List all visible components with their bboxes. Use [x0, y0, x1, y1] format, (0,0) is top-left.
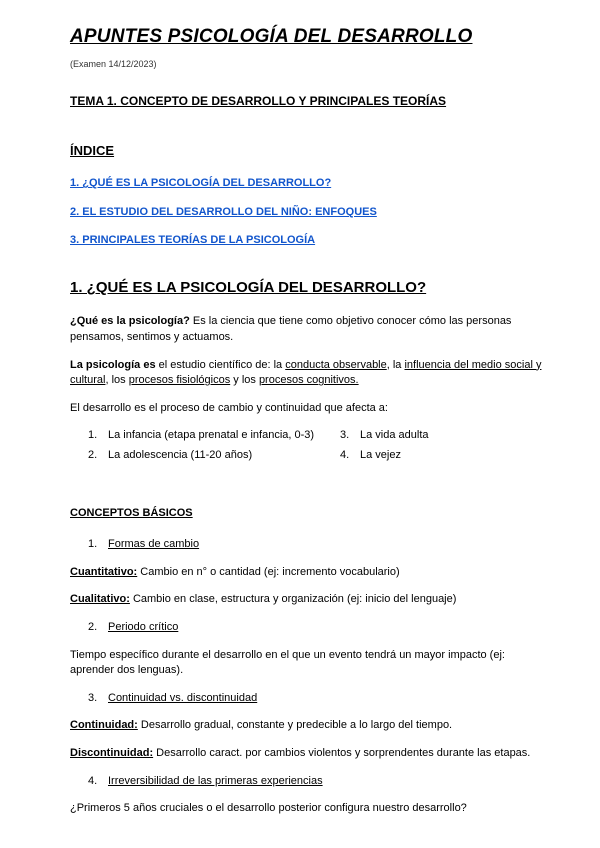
- paragraph-text: el estudio científico de: la: [155, 358, 286, 371]
- development-stages-list: [88, 428, 542, 463]
- list-item-text: La infancia (etapa prenatal e infancia, 0-3): [108, 429, 315, 442]
- list-item-number: 3.: [88, 691, 98, 704]
- concept-item-periodo-critico: [88, 620, 542, 636]
- concept-title: Continuidad vs. discontinuidad: [108, 691, 258, 704]
- tema-heading: TEMA 1. CONCEPTO DE DESARROLLO Y PRINCIPALES TEORÍAS: [70, 93, 447, 108]
- concept-item-formas-de-cambio: [88, 537, 542, 553]
- list-item: [340, 448, 429, 464]
- list-item-number: 4.: [88, 774, 98, 787]
- term-cuantitativo: Cuantitativo:: [70, 565, 138, 578]
- term-discontinuidad: Discontinuidad:: [70, 747, 154, 760]
- list-item-text: La vida adulta: [360, 429, 429, 442]
- list-item: [88, 428, 340, 444]
- paragraph-la-psicologia-es: [70, 358, 542, 389]
- underlined-procesos-cognitivos: procesos cognitivos.: [258, 374, 359, 387]
- definition-cuantitativo: [70, 565, 542, 581]
- concept-title: Irreversibilidad de las primeras experiencias: [108, 774, 323, 787]
- list-item-number: 2.: [88, 621, 98, 634]
- paragraph-text: Es la ciencia que tiene como objetivo conocer cómo las personas pensamos, sentimos y actuamos.: [70, 315, 512, 343]
- list-item-text: La adolescencia (11-20 años): [108, 449, 253, 461]
- list-item-number: 3.: [340, 429, 350, 442]
- list-item: [88, 448, 340, 464]
- toc-link-1[interactable]: 1. ¿QUÉ ES LA PSICOLOGÍA DEL DESARROLLO?: [70, 177, 332, 190]
- paragraph-text: , los: [105, 374, 129, 387]
- list-item-text: La vejez: [360, 449, 401, 461]
- definition-continuidad: [70, 718, 542, 734]
- definition-text: Cambio en clase, estructura y organización (ej: inicio del lenguaje): [129, 593, 457, 606]
- definition-text: Desarrollo caract. por cambios violentos y sorprendentes durante las etapas.: [153, 747, 531, 760]
- term-que-es-psicologia: ¿Qué es la psicología?: [70, 315, 190, 328]
- doc-title: APUNTES PSICOLOGÍA DEL DESARROLLO: [70, 26, 473, 47]
- definition-text: Desarrollo gradual, constante y predecible a lo largo del tiempo.: [137, 719, 453, 732]
- definition-periodo-critico: Tiempo específico durante el desarrollo en el que un evento tendrá un mayor impacto (ej: aprender dos lenguas).: [70, 648, 505, 677]
- underlined-influencia-medio: influencia del medio social y cultural: [70, 358, 542, 387]
- underlined-conducta-observable: conducta observable: [285, 358, 387, 371]
- indice-heading: ÍNDICE: [70, 142, 115, 158]
- term-cualitativo: Cualitativo:: [70, 593, 130, 606]
- concepts-heading: CONCEPTOS BÁSICOS: [70, 506, 193, 519]
- list-item: [340, 428, 429, 444]
- list-item-number: 4.: [340, 449, 350, 461]
- toc-link-3[interactable]: 3. PRINCIPALES TEORÍAS DE LA PSICOLOGÍA: [70, 234, 316, 247]
- definition-text: Cambio en n° o cantidad (ej: incremento vocabulario): [137, 565, 400, 578]
- list-item-number: 2.: [88, 449, 98, 461]
- table-of-contents: [70, 176, 542, 249]
- concept-title: Periodo crítico: [108, 621, 179, 634]
- list-item-number: 1.: [88, 429, 98, 442]
- paragraph-que-es-psicologia: [70, 314, 542, 345]
- underlined-procesos-fisiologicos: procesos fisiológicos: [128, 374, 231, 387]
- stages-column-left: [88, 428, 340, 463]
- toc-link-2[interactable]: 2. EL ESTUDIO DEL DESARROLLO DEL NIÑO: ENFOQUES: [70, 205, 377, 218]
- list-item-number: 1.: [88, 538, 98, 551]
- exam-date: (Examen 14/12/2023): [70, 58, 157, 69]
- section-1-heading: 1. ¿QUÉ ES LA PSICOLOGÍA DEL DESARROLLO?: [70, 279, 427, 297]
- concept-title: Formas de cambio: [108, 538, 200, 551]
- term-la-psicologia-es: La psicología es: [70, 358, 156, 371]
- paragraph-text: , la: [386, 358, 405, 371]
- paragraph-el-desarrollo: El desarrollo es el proceso de cambio y continuidad que afecta a:: [70, 401, 388, 414]
- stages-column-right: [340, 428, 429, 463]
- question-primeros-5-anos: ¿Primeros 5 años cruciales o el desarrollo posterior configura nuestro desarrollo?: [70, 802, 467, 815]
- concept-item-continuidad-discontinuidad: [88, 691, 542, 707]
- paragraph-text: y los: [230, 374, 259, 387]
- term-continuidad: Continuidad:: [70, 719, 138, 732]
- concept-item-irreversibilidad: [88, 774, 542, 790]
- definition-cualitativo: [70, 592, 542, 608]
- definition-discontinuidad: [70, 746, 542, 762]
